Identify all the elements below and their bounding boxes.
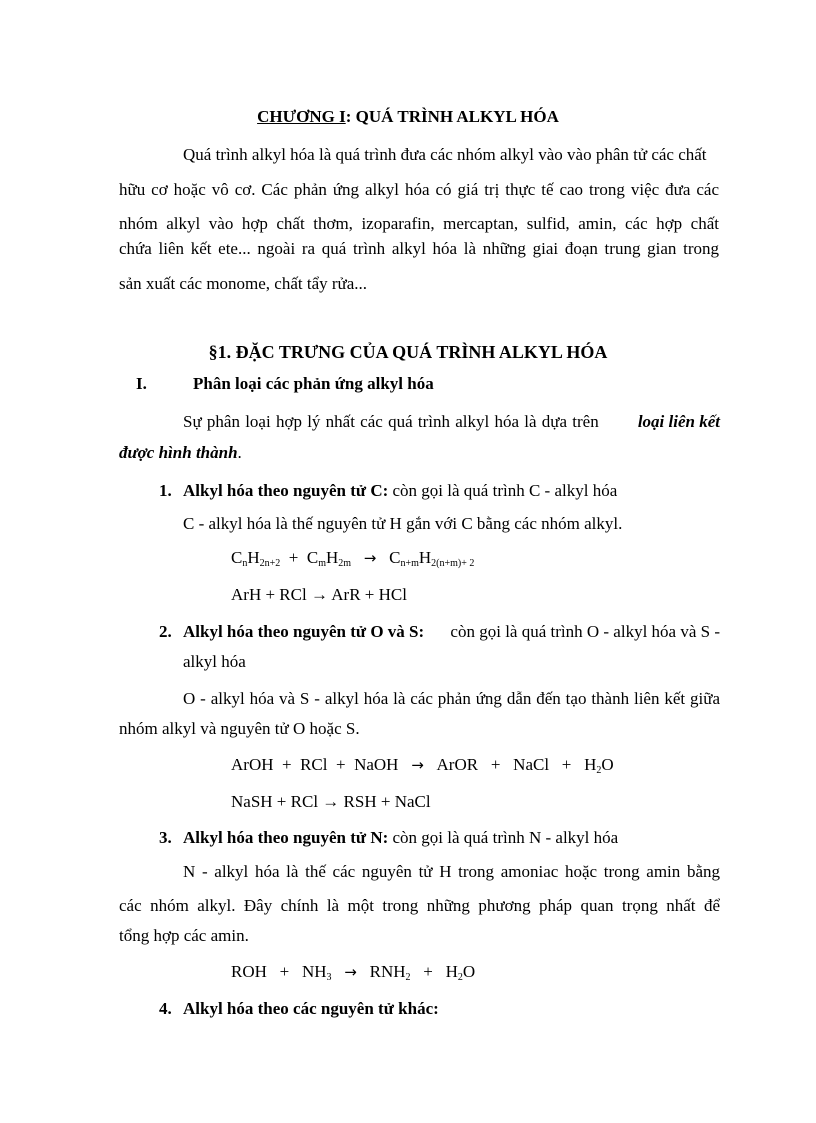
item-4-bold: Alkyl hóa theo các nguyên tử khác: <box>183 999 439 1018</box>
item-2-desc-1: O - alkyl hóa và S - alkyl hóa là các phản ứng dẫn đến tạo thành liên kết giữa <box>183 689 720 708</box>
equation-alkane: $C_nH_{2n+2} + C_mH_{2m}$ → $C_{n+m}H_{2(n+m)+ 2}$ <box>231 548 475 569</box>
equation-thiol: NaSH + RCl → RSH + NaCl <box>231 792 431 811</box>
equation-arene: ArH + RCl → ArR + HCl <box>231 585 407 604</box>
intro-line-5: sản xuất các monome, chất tẩy rửa... <box>119 274 368 293</box>
classify-line-1 <box>183 412 720 432</box>
section-title: §1. ĐẶC TRƯNG CỦA QUÁ TRÌNH ALKYL HÓA <box>208 342 608 362</box>
item-2-heading <box>183 622 720 642</box>
intro-line-2: hữu cơ hoặc vô cơ. Các phản ứng alkyl hóa có giá trị thực tế cao trong việc đưa các <box>119 180 719 199</box>
item-3-desc-2: các nhóm alkyl. Đây chính là một trong những phương pháp quan trọng nhất để <box>119 896 720 915</box>
item-3-heading <box>183 828 618 848</box>
item-1-number: 1. <box>159 481 172 500</box>
intro-line-3: nhóm alkyl vào hợp chất thơm, izoparafin, mercaptan, sulfid, amin, các hợp chất <box>119 214 719 233</box>
heading-I-text: Phân loại các phản ứng alkyl hóa <box>193 374 434 393</box>
item-2-rest: còn gọi là quá trình O - alkyl hóa và S - <box>450 622 720 641</box>
item-3-number: 3. <box>159 828 172 847</box>
classify-line-2-tail: . <box>237 443 242 462</box>
item-2-number: 2. <box>159 622 172 641</box>
item-2-rest-line-2: alkyl hóa <box>183 652 246 671</box>
equation-phenol: ArOH + RCl + NaOH → ArOR + NaCl + $H_2O$ <box>231 755 614 776</box>
item-1-bold: Alkyl hóa theo nguyên tử C: <box>183 481 389 500</box>
classify-emphasis-1: loại liên kết <box>637 412 720 431</box>
classify-line-2 <box>119 443 242 463</box>
item-3-bold: Alkyl hóa theo nguyên tử N: <box>183 828 389 847</box>
item-1-heading <box>183 481 617 501</box>
classify-line-1-plain: Sự phân loại hợp lý nhất các quá trình alkyl hóa là dựa trên <box>183 412 599 431</box>
equation-amine: ROH + $NH_3$ → $RNH_2 + H_2O$ <box>231 962 476 983</box>
item-2-desc-2: nhóm alkyl và nguyên tử O hoặc S. <box>119 719 360 738</box>
classify-emphasis-2: được hình thành <box>119 443 238 462</box>
item-1-rest: còn gọi là quá trình C - alkyl hóa <box>392 481 618 500</box>
heading-I-number: I. <box>136 374 147 393</box>
chapter-title-rest: : QUÁ TRÌNH ALKYL HÓA <box>345 107 559 126</box>
item-2-bold: Alkyl hóa theo nguyên tử O và S: <box>183 622 425 641</box>
chapter-title-prefix: CHƯƠNG I <box>257 107 346 126</box>
item-3-desc-1: N - alkyl hóa là thế các nguyên tử H trong amoniac hoặc trong amin bằng <box>183 862 720 881</box>
item-3-rest: còn gọi là quá trình N - alkyl hóa <box>392 828 619 847</box>
item-4-number: 4. <box>159 999 172 1018</box>
item-1-desc: C - alkyl hóa là thế nguyên tử H gắn với C bằng các nhóm alkyl. <box>183 514 623 533</box>
item-3-desc-3: tổng hợp các amin. <box>119 926 249 945</box>
intro-line-1: Quá trình alkyl hóa là quá trình đưa các nhóm alkyl vào vào phân tử các chất <box>183 145 707 164</box>
chapter-title <box>0 107 816 127</box>
intro-line-4: chứa liên kết ete... ngoài ra quá trình alkyl hóa là những giai đoạn trung gian trong <box>119 239 719 258</box>
